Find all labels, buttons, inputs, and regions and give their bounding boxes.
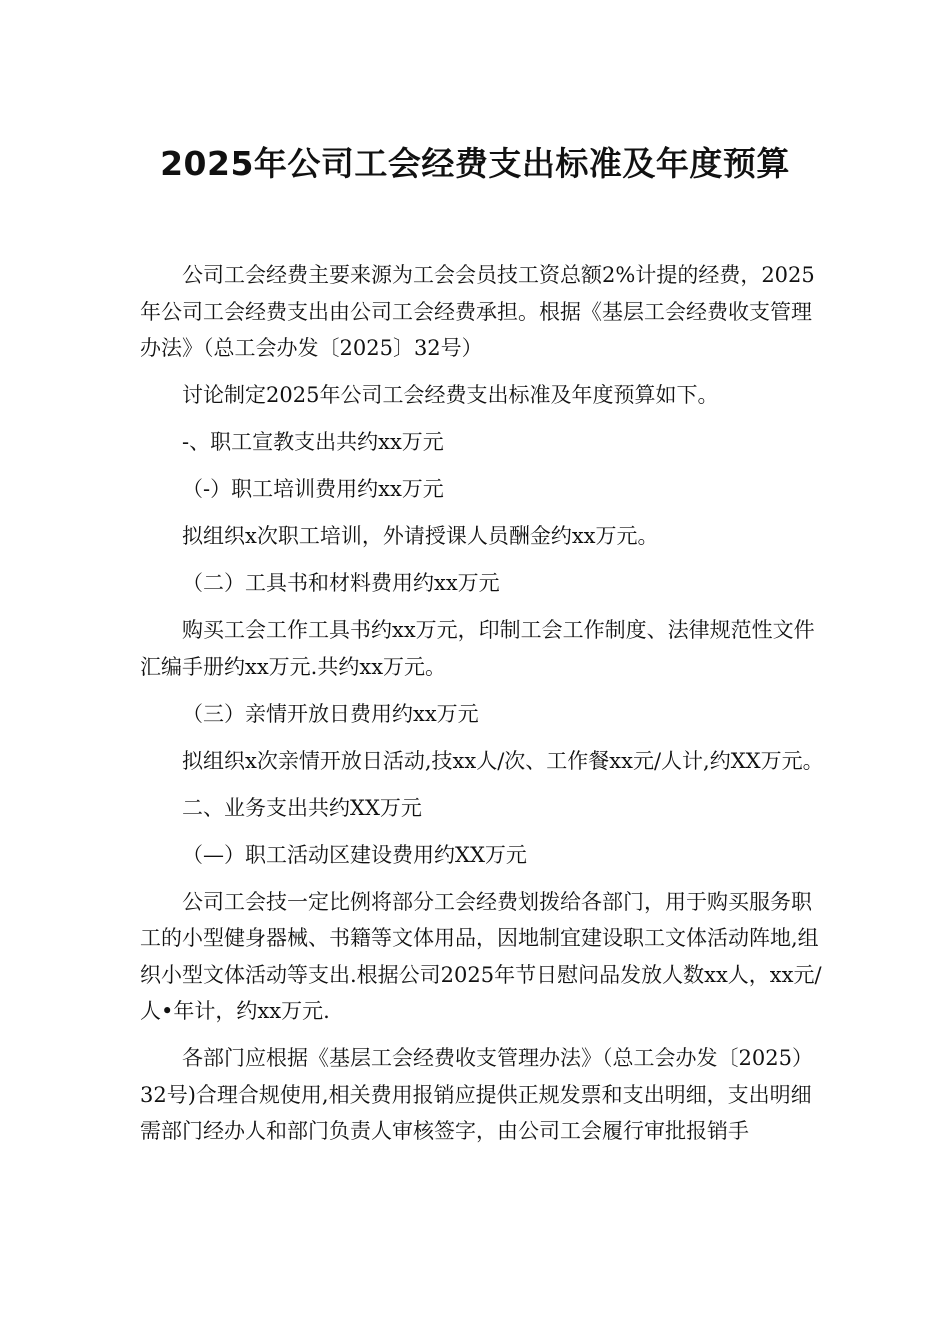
heading-subsection-1-3: （三）亲情开放日费用约xx万元: [182, 701, 479, 726]
paragraph-reimbursement: 各部门应根据《基层工会经费收支管理办法》（总工会办发〔2025）32号)合理合规使用,相关费用报销应提供正规发票和支出明细，支出明细需部门经办人和部门负责人审核签字，由公司工会履行审批报销手: [140, 1046, 813, 1143]
heading-section-1: -、职工宣教支出共约xx万元: [182, 430, 444, 454]
paragraph-purpose: 讨论制定2025年公司工会经费支出标准及年度预算如下。: [182, 383, 719, 407]
paragraph-activity-area: 公司工会技一定比例将部分工会经费划拨给各部门，用于购买服务职工的小型健身器械、书籍等文体用品，因地制宜建设职工文体活动阵地,组织小型文体活动等支出.根据公司2025年节日慰问品发放人数xx人，xx元/人•年计，约xx万元.: [140, 889, 822, 1023]
heading-subsection-2-1: （—）职工活动区建设费用约XX万元: [182, 842, 527, 867]
paragraph-intro: 公司工会经费主要来源为工会会员技工资总额2%计提的经费，2025年公司工会经费支出由公司工会经费承担。根据《基层工会经费收支管理办法》（总工会办发〔2025〕32号）: [140, 263, 815, 360]
heading-subsection-1-1: （-）职工培训费用约xx万元: [182, 477, 444, 501]
document-body: [140, 257, 832, 1160]
paragraph-materials: 购买工会工作工具书约xx万元，印制工会工作制度、法律规范性文件汇编手册约xx万元.共约xx万元。: [140, 618, 815, 679]
paragraph-training: 拟组织x次职工培训，外请授课人员酬金约xx万元。: [182, 524, 659, 548]
heading-section-2: 二、业务支出共约XX万元: [182, 795, 422, 820]
document-title: 2025年公司工会经费支出标准及年度预算: [160, 144, 790, 183]
paragraph-open-day: 拟组织x次亲情开放日活动,技xx人/次、工作餐xx元/人计,约XX万元。: [182, 748, 824, 773]
heading-subsection-1-2: （二）工具书和材料费用约xx万元: [182, 571, 500, 595]
